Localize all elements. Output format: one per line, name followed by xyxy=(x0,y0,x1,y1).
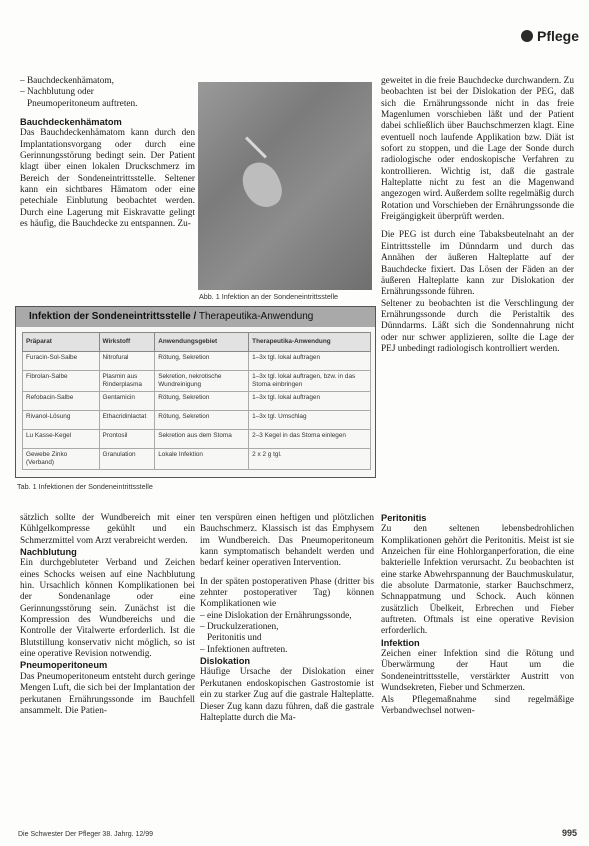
table-cell: 1–3x tgl. Umschlag xyxy=(249,411,371,430)
table-caption: Tab. 1 Infektionen der Sondeneintrittsstelle xyxy=(17,482,153,491)
column-right-top xyxy=(381,76,574,355)
list-item: Pneumoperitoneum auftreten. xyxy=(27,98,138,109)
table-cell: Prontosil xyxy=(99,430,155,449)
brand-label: Pflege xyxy=(536,28,579,44)
table-cell: Sekretion, nekrotische Wundreinigung xyxy=(155,371,249,392)
column-header: Präparat xyxy=(23,333,100,352)
section-brand xyxy=(521,28,579,44)
heading-bauchdeckenhaematom: Bauchdeckenhämatom xyxy=(20,117,122,128)
column-b xyxy=(200,513,374,724)
paragraph: Zeichen einer Infektion sind die Rötung und Überwärmung der Haut um die Sondeneintrittsstelle, verstärkter Austritt von Wundsekreten, Fieber und Schmerzen. xyxy=(381,649,574,694)
table-header-row xyxy=(23,333,371,352)
paragraph: Seltener zu beobachten ist die Verschlingung der Ernährungssonde durch die Peristaltik des Dünndarms. Läßt sich die Sondennahrung nicht oder nur schwer applizieren, sollte die Lage der PEJ unbedingt radiologisch kontrolliert werden. xyxy=(381,298,574,354)
paragraph: In der späten postoperativen Phase (dritter bis zehnter postoperativer Tag) können Komplikationen wie xyxy=(200,576,374,610)
paragraph: Das Bauchdeckenhämatom kann durch den Implantationsvorgang oder durch eine Gerinnungsstörung bedingt sein. Der Patient klagt über einen lokalen Druckschmerz im Bereich der Sondeneintrittsstelle. Seltener kann ein sichtbares Hämatom oder eine petechiale Einblutung beobachtet werden. Durch eine Lagerung mit Eiskravatte gelingt es häufig, die Bauchdecke zu entspannen. Zu- xyxy=(20,128,195,230)
column-header: Therapeutika-Anwendung xyxy=(249,333,371,352)
paragraph: Häufige Ursache der Dislokation einer Perkutanen endoskopischen Gastrostomie ist ein zu starker Zug auf die gastrale Halteplatte. Dieser Zug kann dazu führen, daß die gastrale Halteplatte durch die Ma- xyxy=(200,667,374,723)
paragraph: sätzlich sollte der Wundbereich mit einer Kühlgelkompresse gekühlt und ein Schmerzmittel vom Arzt verabreicht werden. xyxy=(20,513,195,546)
table-cell: Gewebe Zinko (Verband) xyxy=(23,449,100,470)
table-row xyxy=(23,449,371,470)
paragraph: geweitet in die freie Bauchdecke durchwandern. Zu beobachten ist bei der Dislokation der PEG, daß sich die Ernährungssonde nicht in das freie Magenlumen vorschieben läßt und der Patient dabei schließlich über Bauchschmerzen klagt. Eine eventuell noch laufende Applikation bzw. Diät ist sofort zu stoppen, und die Lage der Sonde durch radiologische oder endoskopische Verfahren zu kontrollieren. Wichtig ist, daß die gastrale Halteplatte nicht zu fest an die Magenwand angezogen wird. Außerdem sollte regelmäßig durch Rotation und Vorschieben der Ernährungssonde die Freigängigkeit überprüft werden. xyxy=(381,76,574,223)
table-cell: Lokale Infektion xyxy=(155,449,249,470)
figure-caption: Abb. 1 Infektion an der Sondeneintrittsstelle xyxy=(199,292,339,301)
table-cell: 1–3x tgl. lokal auftragen, bzw. in das Stoma einbringen xyxy=(249,371,371,392)
table-cell: Plasmin aus Rinderplasma xyxy=(99,371,155,392)
table-cell: 2–3 Kegel in das Stoma einlegen xyxy=(249,430,371,449)
table-cell: Rötung, Sekretion xyxy=(155,352,249,371)
heading-dislokation: Dislokation xyxy=(200,656,251,667)
paragraph: Zu den seltenen lebensbedrohlichen Komplikationen gehört die Peritonitis. Meist ist sie Anzeichen für eine Hohlorganperforation, die eine bakterielle Infektion verursacht. Zu beobachten ist eine starke Abwehrspannung der Bauchmuskulatur, die absolute Darmatonie, starker Bauchschmerz, Schnappatmung und Schock. Auch können zusätzlich Übelkeit, Erbrechen und Fieber auftreten. Oftmals ist eine operative Revision erforderlich. xyxy=(381,524,574,637)
paragraph: ten verspüren einen heftigen und plötzlichen Bauchschmerz. Klassisch ist das Emphysem im Wundbereich. Das Pneumoperitoneum kann symptomatisch behandelt werden und bedarf keiner operativen Intervention. xyxy=(200,513,374,569)
brand-dot-icon xyxy=(521,30,533,42)
heading-peritonitis: Peritonitis xyxy=(381,513,427,523)
column-left-top xyxy=(20,76,195,230)
list-item: – eine Dislokation der Ernährungssonde, xyxy=(200,610,352,621)
paragraph: Ein durchgebluteter Verband und Zeichen eines Schocks weisen auf eine Nachblutung hin. Ursachlich können Komplikationen bei der Sondenanlage oder eine Gerinnungsstörung sein. Zunächst ist die Kompression des Wundbereichs und die Kontrolle der Vitalwerte erforderlich. Ist die Blutstillung konservativ nicht möglich, so ist eine operative Revision notwendig. xyxy=(20,558,195,660)
heading-pneumoperitoneum: Pneumoperitoneum xyxy=(20,660,108,671)
table-row xyxy=(23,352,371,371)
table-cell: Rivanol-Lösung xyxy=(23,411,100,430)
table-cell: Refobacin-Salbe xyxy=(23,392,100,411)
therapy-table xyxy=(22,332,371,470)
table-cell: Sekretion aus dem Stoma xyxy=(155,430,249,449)
table-title-rest: Therapeutika-Anwendung xyxy=(196,311,314,322)
paragraph: Das Pneumoperitoneum entsteht durch geringe Mengen Luft, die sich bei der Implantation der perkutanen Ernährungssonde im Bauchfell ansammelt. Die Patien- xyxy=(20,671,195,716)
table-cell: 1–3x tgl. lokal auftragen xyxy=(249,352,371,371)
skin-patch-icon xyxy=(237,157,287,213)
heading-infektion: Infektion xyxy=(381,637,420,648)
table-cell: Lu Kasse-Kegel xyxy=(23,430,100,449)
table-cell: Granulation xyxy=(99,449,155,470)
table-row xyxy=(23,411,371,430)
column-a xyxy=(20,513,195,717)
wound-photo xyxy=(198,82,372,290)
table-cell: Furacin-Sol-Salbe xyxy=(23,352,100,371)
therapy-table-box xyxy=(15,306,376,478)
table-row xyxy=(23,392,371,411)
list-item: – Bauchdeckenhämatom, xyxy=(20,76,114,86)
list-item: – Infektionen auftreten. xyxy=(200,644,288,655)
paragraph: Als Pflegemaßnahme sind regelmäßige Verbandwechsel notwen- xyxy=(381,694,574,716)
table-cell: 1–3x tgl. lokal auftragen xyxy=(249,392,371,411)
table-cell: 2 x 2 g tgl. xyxy=(249,449,371,470)
table-cell: Rötung, Sekretion xyxy=(155,392,249,411)
table-cell: Ethacridinlactat xyxy=(99,411,155,430)
list-item: – Nachblutung oder xyxy=(20,87,94,98)
table-row xyxy=(23,430,371,449)
heading-nachblutung: Nachblutung xyxy=(20,547,77,558)
column-header: Anwendungsgebiet xyxy=(155,333,249,352)
column-c xyxy=(381,513,574,717)
footer-journal: Die Schwester Der Pfleger 38. Jahrg. 12/99 xyxy=(18,831,154,838)
table-cell: Rötung, Sekretion xyxy=(155,411,249,430)
paragraph: Die PEG ist durch eine Tabaksbeutelnaht an der Eintrittsstelle im Dünndarm und durch das Annähen der äußeren Halteplatte auf der Bauchdecke fixiert. Das Lösen der Fäden an der äußeren Halteplatte kann zur Dislokation der Ernährungssonde führen. xyxy=(381,230,574,298)
table-cell: Fibrolan-Salbe xyxy=(23,371,100,392)
table-title-bold: Infektion der Sondeneintrittsstelle / xyxy=(29,311,197,322)
column-header: Wirkstoff xyxy=(99,333,155,352)
table-cell: Gentamicin xyxy=(99,392,155,411)
table-row xyxy=(23,371,371,392)
list-item: Peritonitis und xyxy=(207,633,262,644)
table-cell: Nitrofural xyxy=(99,352,155,371)
list-item: – Druckulzerationen, xyxy=(200,622,279,633)
table-title xyxy=(16,307,375,327)
probe-tube-icon xyxy=(245,137,267,159)
page-number: 995 xyxy=(561,828,577,838)
